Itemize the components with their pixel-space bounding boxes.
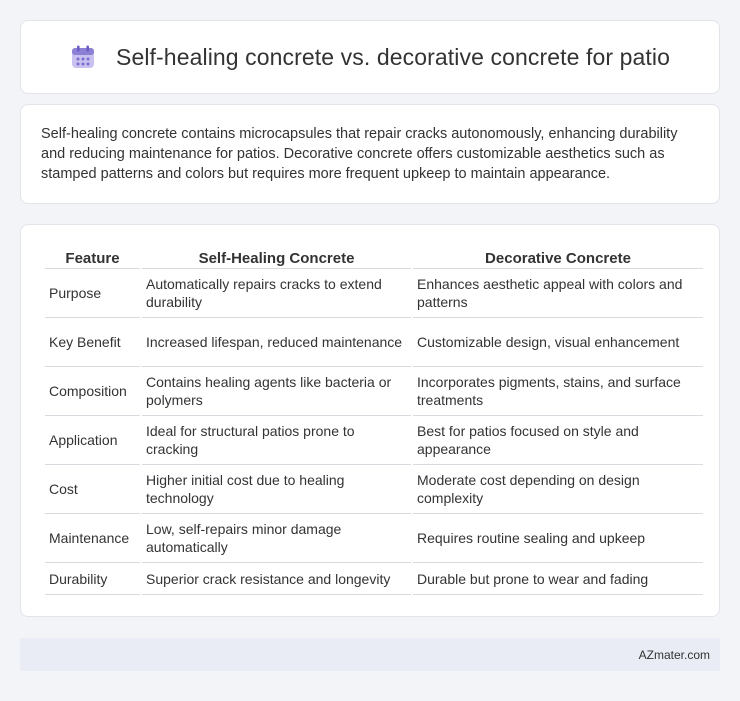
table-row [45,367,703,416]
comparison-table [43,245,705,595]
table-row [45,416,703,465]
self-healing-cell: Low, self-repairs minor damage automatically [142,514,411,563]
self-healing-cell: Automatically repairs cracks to extend durability [142,269,411,318]
feature-cell: Purpose [45,269,140,318]
column-header-decorative: Decorative Concrete [413,245,703,269]
footer-brand[interactable]: AZmater.com [638,647,710,662]
feature-cell: Key Benefit [45,318,140,367]
table-row [45,465,703,514]
comparison-card [20,224,720,617]
table-row [45,514,703,563]
intro-text: Self-healing concrete contains microcapsules that repair cracks autonomously, enhancing durability and reducing maintenance for patios. Decorative concrete offers customizable aesthetics such as stamped patterns and colors but requires more frequent upkeep to maintain appearance. [41,126,678,182]
feature-cell: Maintenance [45,514,140,563]
table-row [45,269,703,318]
footer-bar [20,638,720,671]
self-healing-cell: Increased lifespan, reduced maintenance [142,318,411,367]
decorative-cell: Incorporates pigments, stains, and surface treatments [413,367,703,416]
intro-card [20,104,720,204]
self-healing-cell: Ideal for structural patios prone to cracking [142,416,411,465]
table-row [45,563,703,595]
decorative-cell: Customizable design, visual enhancement [413,318,703,367]
feature-cell: Application [45,416,140,465]
decorative-cell: Enhances aesthetic appeal with colors and patterns [413,269,703,318]
feature-cell: Composition [45,367,140,416]
title-row [70,44,670,71]
column-header-feature: Feature [45,245,140,269]
self-healing-cell: Higher initial cost due to healing technology [142,465,411,514]
title-card [20,20,720,94]
feature-cell: Cost [45,465,140,514]
table-header-row [45,245,703,269]
page-title: Self-healing concrete vs. decorative concrete for patio [116,43,670,70]
table-row [45,318,703,367]
decorative-cell: Best for patios focused on style and appearance [413,416,703,465]
feature-cell: Durability [45,563,140,595]
self-healing-cell: Superior crack resistance and longevity [142,563,411,595]
decorative-cell: Moderate cost depending on design complexity [413,465,703,514]
calendar-icon [70,44,96,70]
decorative-cell: Durable but prone to wear and fading [413,563,703,595]
self-healing-cell: Contains healing agents like bacteria or polymers [142,367,411,416]
column-header-self-healing: Self-Healing Concrete [142,245,411,269]
decorative-cell: Requires routine sealing and upkeep [413,514,703,563]
